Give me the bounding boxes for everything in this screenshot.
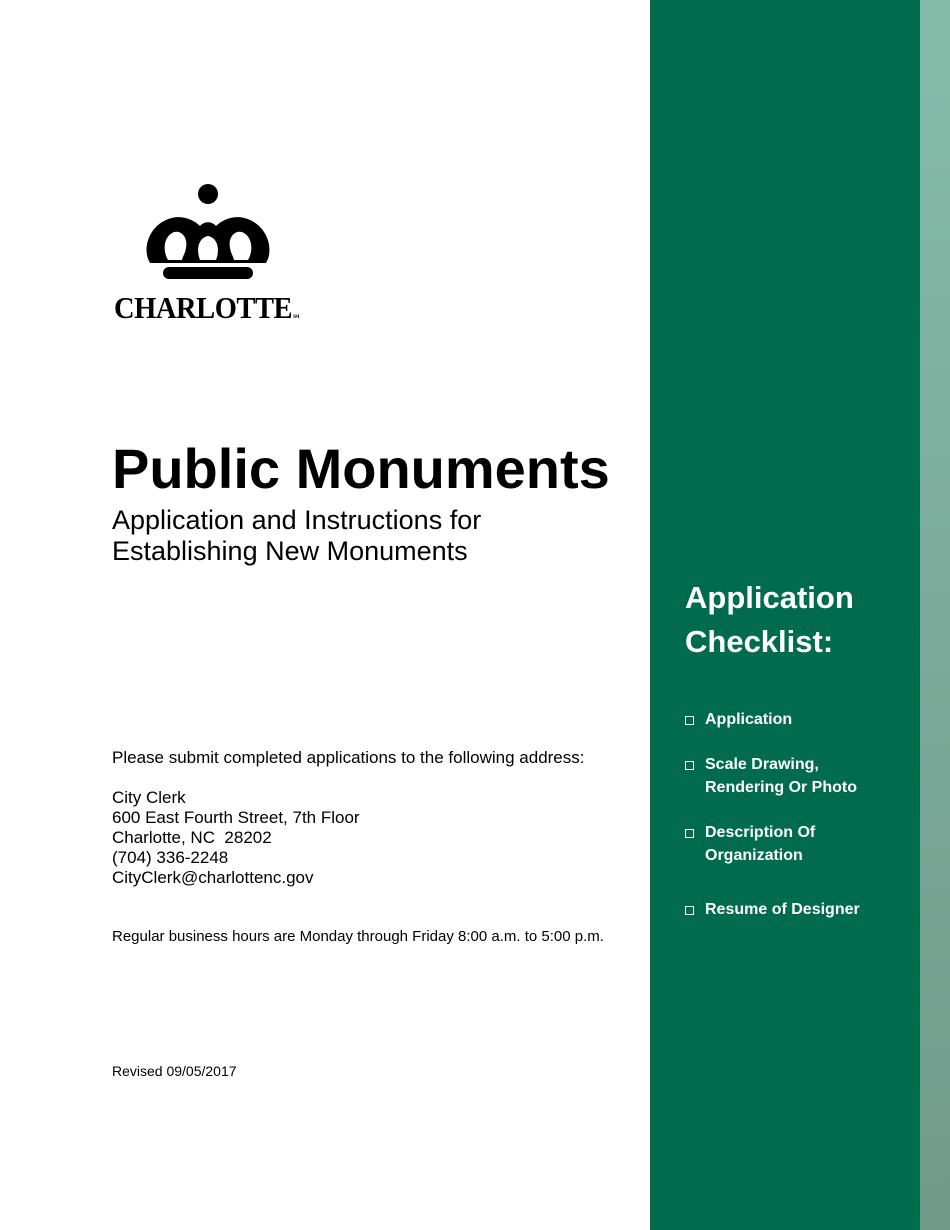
submit-instructions: Please submit completed applications to the following address: (112, 748, 585, 767)
checklist-item-label: Scale Drawing, Rendering Or Photo (705, 756, 857, 796)
revised-date: Revised 09/05/2017 (112, 1063, 237, 1079)
checklist-item-label: Description Of Organization (705, 824, 816, 864)
checklist-item-scale-drawing (685, 753, 915, 799)
business-hours: Regular business hours are Monday through Friday 8:00 a.m. to 5:00 p.m. (112, 928, 604, 945)
charlotte-wordmark (114, 290, 299, 326)
checklist-item-label: Application (705, 711, 793, 728)
address-name: City Clerk (112, 788, 186, 807)
checklist-item-application (685, 708, 915, 731)
checklist-item-label: Resume of Designer (705, 901, 860, 918)
checkbox-icon (685, 761, 694, 770)
checkbox-icon (685, 716, 694, 725)
checkbox-icon (685, 829, 694, 838)
checklist-item-description (685, 821, 915, 867)
checklist-sidebar (650, 0, 920, 1230)
crown-icon (112, 180, 322, 285)
address-phone: (704) 336-2248 (112, 848, 229, 867)
address-city: Charlotte, NC 28202 (112, 828, 272, 847)
edge-strip (920, 0, 950, 1230)
address-email[interactable]: CityClerk@charlottenc.gov (112, 868, 314, 887)
wordmark-text: CHARLOTTE (114, 290, 293, 325)
service-mark: SM (293, 315, 300, 320)
charlotte-logo (112, 180, 322, 285)
address-street: 600 East Fourth Street, 7th Floor (112, 808, 360, 827)
checklist-item-resume (685, 898, 915, 921)
page-title: Public Monuments (112, 437, 610, 500)
checkbox-icon (685, 906, 694, 915)
checklist-title: Application Checklist: (685, 580, 854, 659)
page-subtitle: Application and Instructions for Establishing New Monuments (112, 505, 482, 566)
mailing-address (112, 788, 360, 888)
